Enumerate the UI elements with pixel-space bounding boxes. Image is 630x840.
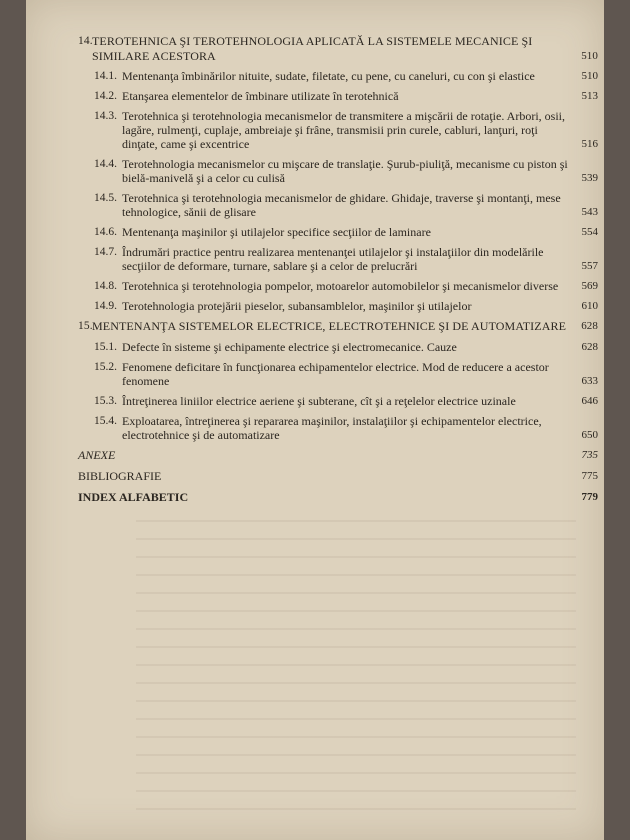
entry-page-number: 633	[581, 374, 598, 387]
entry-page-number: 510	[581, 49, 598, 62]
toc-subsection	[78, 191, 598, 219]
entry-number: 15.4.	[94, 414, 117, 427]
toc-subsection	[78, 109, 598, 151]
entry-page-number: 554	[581, 226, 598, 238]
show-through-text	[136, 520, 576, 810]
toc-index: INDEX ALFABETIC 779	[78, 489, 598, 504]
entry-title: Fenomene deficitare în funcţionarea echipamentelor electrice. Mod de reducere a acestor fenomene	[122, 359, 549, 388]
entry-title: Îndrumări practice pentru realizarea mentenanţei utilajelor şi instalaţiilor din modelările secţiilor de deformare, turnare, sablare şi a celor de prelucrări	[122, 245, 544, 273]
toc-section	[78, 319, 598, 334]
toc-subsection	[78, 414, 598, 442]
entry-number: 14.6.	[94, 226, 117, 238]
entry-page-number: 628	[581, 340, 598, 353]
entry-number: 14.4.	[94, 158, 117, 170]
entry-title: Mentenanţa maşinilor şi utilajelor specifice secţiilor de laminare	[122, 225, 431, 239]
toc-section	[78, 34, 598, 63]
entry-title: Terotehnologia mecanismelor cu mişcare de translaţie. Şurub-piuliţă, mecanisme cu piston şi bielă-manivelă şi a celor cu culisă	[122, 157, 568, 185]
entry-number: 14.2.	[94, 90, 117, 102]
entry-page-number: 610	[581, 300, 598, 312]
entry-number: 14.	[78, 35, 93, 47]
entry-number: 15.2.	[94, 360, 117, 373]
entry-page-number: 650	[581, 428, 598, 441]
entry-number: 14.7.	[94, 246, 117, 258]
toc-subsection	[78, 225, 598, 239]
entry-title: Etanşarea elementelor de îmbinare utilizate în terotehnică	[122, 89, 399, 103]
entry-title: Terotehnica şi terotehnologia mecanismelor de transmitere a mişcării de rotaţie. Arbori, osii, lagăre, rulmenţi, cuplaje, ambreiaje şi frâne, transmisii prin curele, cabluri, lanţuri, roţi dinţate, came şi excentrice	[122, 109, 566, 151]
toc-subsection	[78, 279, 598, 293]
entry-page-number: 646	[581, 394, 598, 407]
toc-subsection	[78, 360, 598, 388]
entry-page-number: 510	[581, 70, 598, 82]
entry-title: Terotehnica şi terotehnologia pompelor, motoarelor automobilelor şi mecanismelor diverse	[122, 279, 559, 293]
entry-title: Terotehnica şi terotehnologia mecanismelor de ghidare. Ghidaje, traverse şi montanţi, mese tehnologice, sănii de glisare	[122, 191, 561, 219]
toc-subsection	[78, 299, 598, 313]
entry-number: 14.1.	[94, 70, 117, 82]
toc-subsection	[78, 394, 598, 408]
toc-subsection	[78, 89, 598, 103]
entry-number: 15.3.	[94, 394, 117, 407]
entry-number: 14.9.	[94, 300, 117, 312]
entry-page-number: 569	[581, 280, 598, 292]
toc-subsection	[78, 340, 598, 354]
entry-page-number: 513	[581, 90, 598, 102]
entry-number: 14.3.	[94, 110, 117, 122]
entry-number: 14.8.	[94, 280, 117, 292]
entry-title: Exploatarea, întreţinerea şi repararea maşinilor, instalaţiilor şi echipamentelor electrice, electrotehnice şi de automatizare	[122, 413, 542, 442]
toc-subsection	[78, 69, 598, 83]
toc-subsection	[78, 157, 598, 185]
entry-title: Defecte în sisteme şi echipamente electrice şi electromecanice. Cauze	[122, 339, 457, 354]
toc-bibliography: BIBLIOGRAFIE 775	[78, 468, 598, 483]
toc-subsection	[78, 245, 598, 273]
entry-number: 15.	[78, 320, 93, 332]
entry-title: Terotehnologia protejării pieselor, subansamblelor, maşinilor şi utilajelor	[122, 299, 472, 313]
entry-page-number: 516	[581, 138, 598, 150]
entry-number: 15.1.	[94, 340, 117, 353]
entry-number: 14.5.	[94, 192, 117, 204]
toc-annexes: ANEXE 735	[78, 447, 598, 462]
toc-entries	[78, 34, 598, 442]
entry-title: TEROTEHNICA ŞI TEROTEHNOLOGIA APLICATĂ LA SISTEMELE MECANICE ŞI SIMILARE ACESTORA	[92, 34, 533, 63]
entry-title: MENTENANŢA SISTEMELOR ELECTRICE, ELECTROTEHNICE ŞI DE AUTOMATIZARE	[92, 319, 567, 333]
entry-page-number: 539	[581, 172, 598, 184]
entry-page-number: 628	[581, 320, 598, 332]
entry-page-number: 557	[581, 260, 598, 272]
entry-page-number: 543	[581, 206, 598, 218]
entry-title: Mentenanţa îmbinărilor nituite, sudate, filetate, cu pene, cu caneluri, cu con şi elastice	[122, 69, 535, 83]
entry-title: Întreţinerea liniilor electrice aeriene şi subterane, cît şi a reţelelor electrice uzinale	[122, 393, 516, 408]
table-of-contents	[78, 34, 598, 511]
book-page	[26, 0, 604, 840]
